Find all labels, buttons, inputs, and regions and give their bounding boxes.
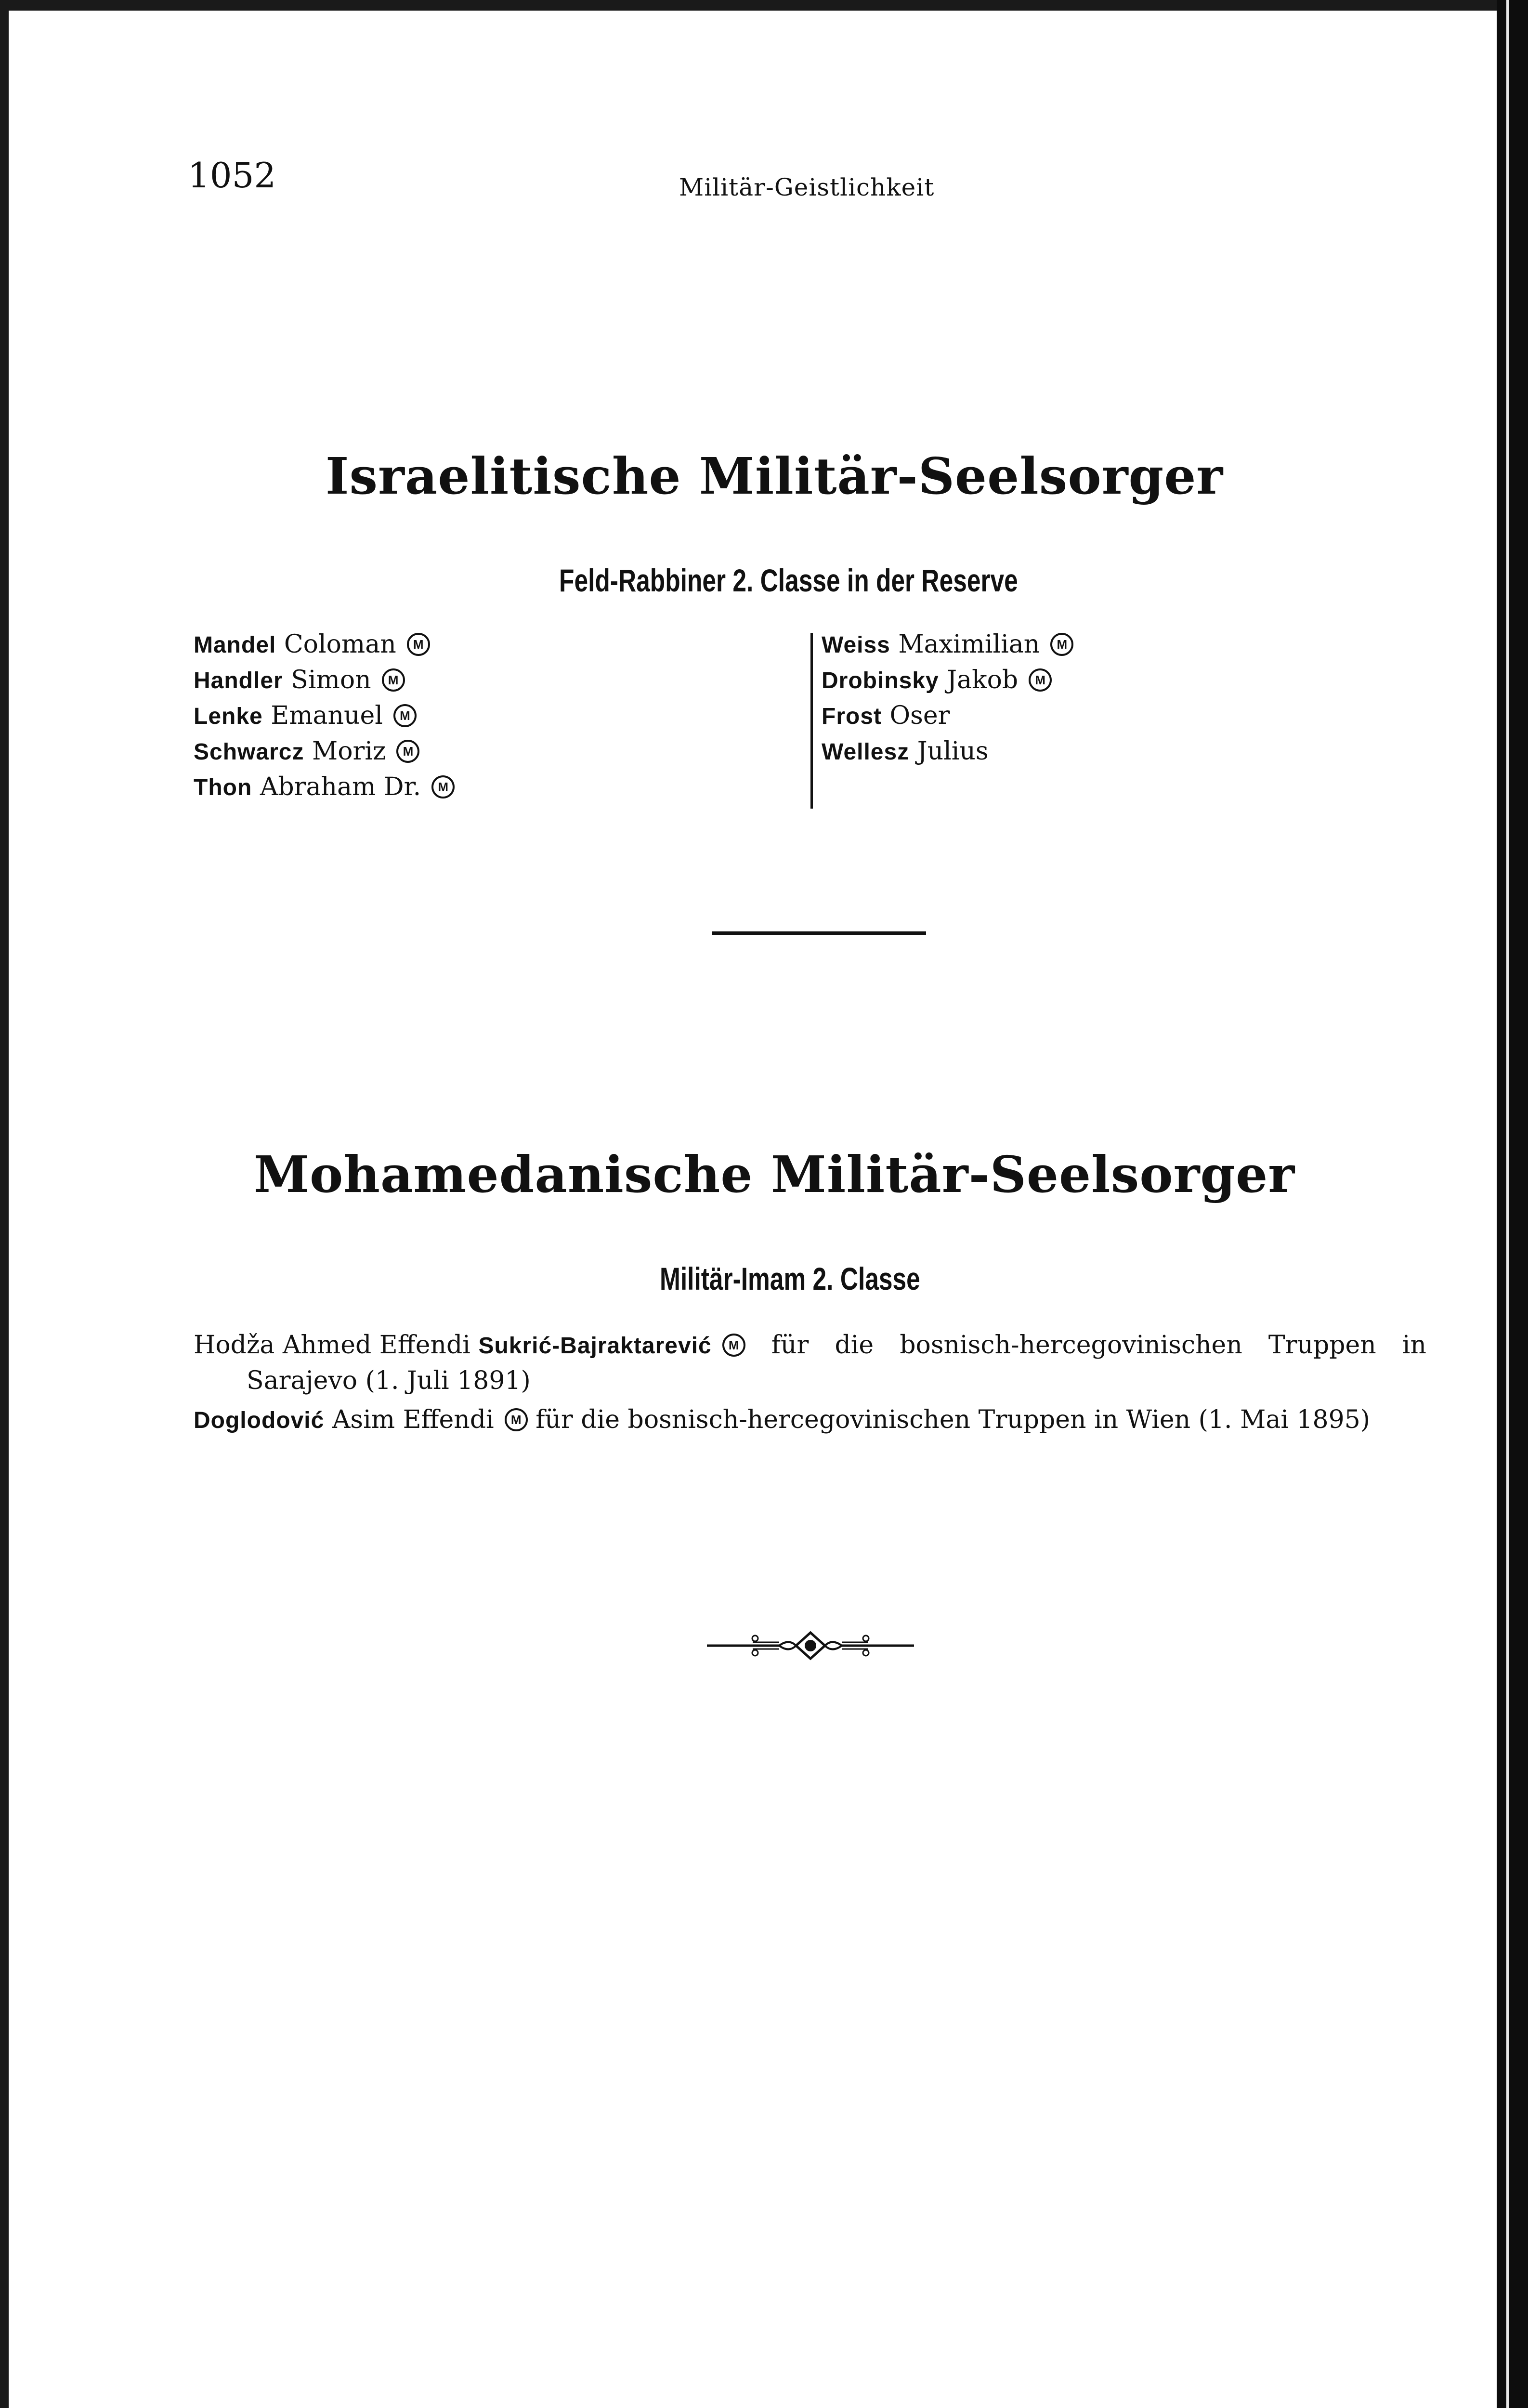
given-name: Simon (291, 666, 371, 694)
word: in (1402, 1331, 1426, 1360)
surname: Thon (194, 775, 252, 800)
scan-edge-line (1506, 0, 1509, 2408)
m-mark-icon: M (431, 775, 455, 798)
m-mark-icon: M (722, 1334, 745, 1357)
surname: Wellesz (822, 739, 910, 765)
given-name: Coloman (284, 630, 396, 659)
section-title-mohammedan: Mohamedanische Militär-Seelsorger (253, 1145, 1295, 1204)
list-item (822, 663, 1073, 698)
surname: Weiss (822, 632, 890, 658)
m-mark-icon: M (1050, 633, 1073, 656)
surname: Sukrić-Bajraktarević (478, 1333, 712, 1359)
given-name: Emanuel (271, 701, 383, 730)
m-mark-icon: M (393, 704, 417, 727)
entry-doglodovic (194, 1402, 1370, 1438)
running-title: Militär-Geistlichkeit (679, 173, 935, 201)
given-name: Asim Effendi (332, 1405, 494, 1434)
entry-text: für die bosnisch-hercegovinischen Truppen in Wien (1. Mai 1895) (535, 1405, 1371, 1434)
surname: Frost (822, 704, 882, 729)
section-subtitle-israelite: Feld-Rabbiner 2. Classe in der Reserve (559, 563, 1018, 598)
word: die (835, 1331, 874, 1360)
word: bosnisch-hercegovinischen (900, 1331, 1242, 1360)
m-mark-icon: M (1029, 668, 1052, 692)
entry-sukric (194, 1328, 1426, 1398)
surname: Doglodović (194, 1408, 325, 1433)
m-mark-icon: M (505, 1408, 528, 1431)
given-name: Moriz (312, 737, 386, 766)
word: Truppen (1268, 1331, 1376, 1360)
list-item (194, 698, 455, 734)
given-name: Jakob (947, 666, 1019, 694)
section-title-israelite: Israelitische Militär-Seelsorger (325, 446, 1224, 506)
m-mark-icon: M (407, 633, 430, 656)
list-item (194, 734, 455, 770)
list-item (194, 663, 455, 698)
surname: Handler (194, 668, 283, 694)
entry-continuation: Sarajevo (1. Juli 1891) (247, 1366, 531, 1395)
section-subtitle-mohammedan: Militär-Imam 2. Classe (660, 1261, 920, 1296)
m-mark-icon: M (382, 668, 405, 692)
list-item (822, 627, 1073, 663)
list-item (822, 734, 1073, 770)
surname: Lenke (194, 704, 263, 729)
given-name: Maximilian (898, 630, 1040, 659)
surname: Mandel (194, 632, 276, 658)
given-name: Julius (917, 737, 989, 766)
document-page (9, 11, 1497, 2408)
list-item (194, 627, 455, 663)
given-name: Oser (889, 701, 950, 730)
m-mark-icon: M (396, 740, 419, 763)
page-number: 1052 (188, 155, 276, 196)
right-name-column (822, 627, 1073, 770)
list-item (194, 770, 455, 805)
list-item (822, 698, 1073, 734)
left-name-column (194, 627, 455, 805)
scan-edge (1497, 0, 1528, 2408)
entry-prefix-text: Hodža Ahmed Effendi Sukrić-Bajraktarević M (194, 1328, 745, 1363)
given-name: Abraham Dr. (260, 772, 421, 801)
column-divider (810, 633, 813, 809)
surname: Drobinsky (822, 668, 939, 694)
word: für (771, 1331, 809, 1360)
ornament-divider-icon (707, 1629, 914, 1662)
section-divider-rule (712, 931, 926, 935)
surname: Schwarcz (194, 739, 304, 765)
